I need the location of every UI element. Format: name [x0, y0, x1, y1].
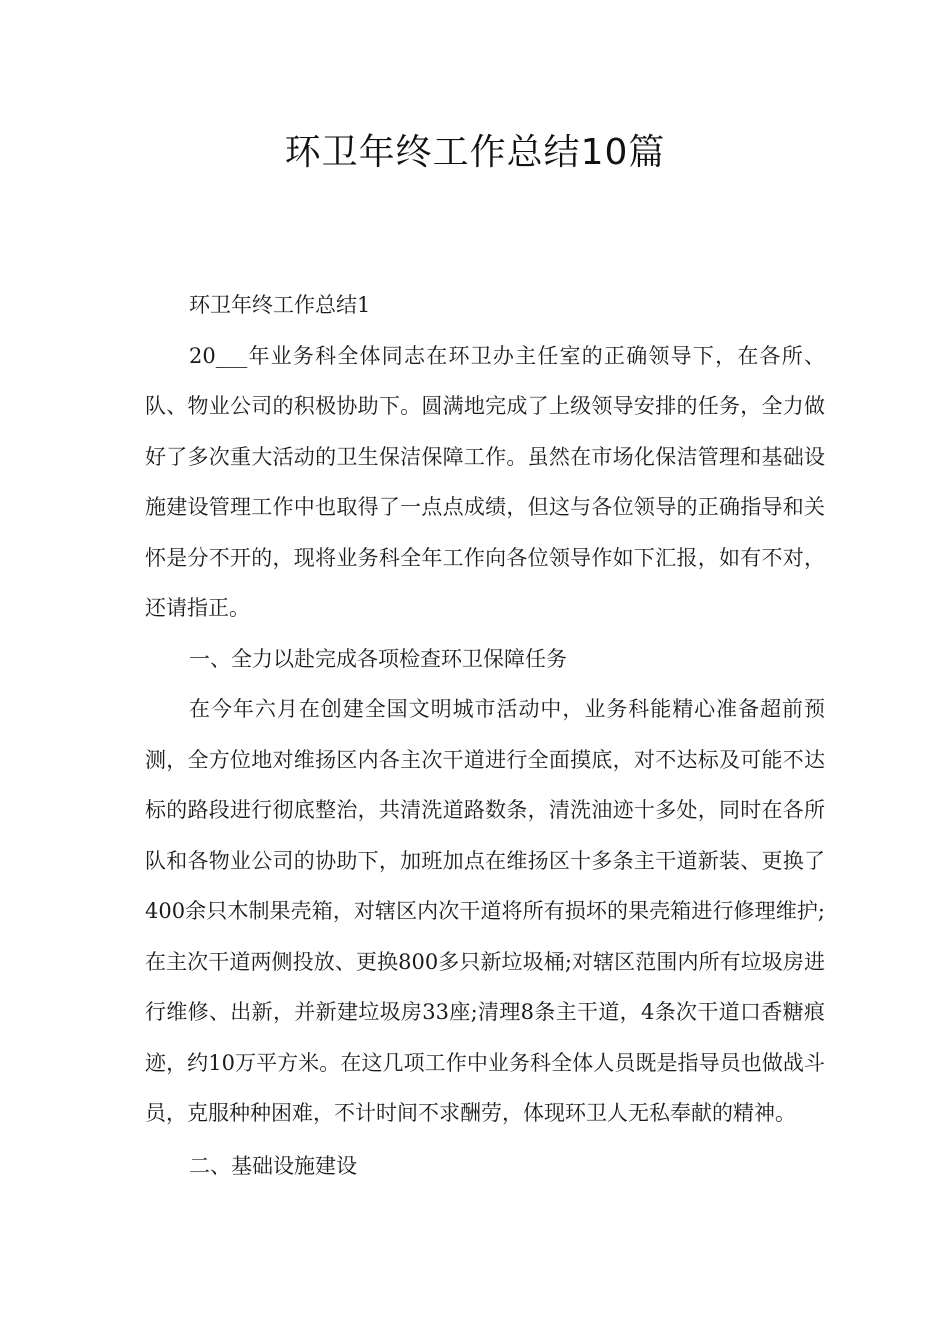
- heading-2: 二、基础设施建设: [189, 1153, 357, 1178]
- intro-paragraph: 20___年业务科全体同志在环卫办主任室的正确领导下，在各所、队、物业公司的积极协助下。圆满地完成了上级领导安排的任务，全力做好了多次重大活动的卫生保洁保障工作。虽然在市场化保洁管理和基础设施建设管理工作中也取得了一点点成绩，但这与各位领导的正确指导和关怀是分不开的，现将业务科全年工作向各位领导作如下汇报，如有不对，还请指正。: [145, 343, 825, 620]
- document-title: 环卫年终工作总结10篇: [284, 132, 666, 173]
- section-title: 环卫年终工作总结1: [189, 293, 371, 317]
- paragraph-1: 在今年六月在创建全国文明城市活动中，业务科能精心准备超前预测，全方位地对维扬区内各主次干道进行全面摸底，对不达标及可能不达标的路段进行彻底整治，共清洗道路数条，清洗油迹十多处，同时在各所队和各物业公司的协助下，加班加点在维扬区十多条主干道新装、更换了400余只木制果壳箱，对辖区内次干道将所有损坏的果壳箱进行修理维护;在主次干道两侧投放、更换800多只新垃圾桶;对辖区范围内所有垃圾房进行维修、出新，并新建垃圾房33座;清理8条主干道，4条次干道口香糖痕迹，约10万平方米。在这几项工作中业务科全体人员既是指导员也做战斗员，克服种种困难，不计时间不求酬劳，体现环卫人无私奉献的精神。: [145, 697, 825, 1125]
- document-body: [145, 280, 825, 1191]
- heading-1: 一、全力以赴完成各项检查环卫保障任务: [189, 646, 567, 671]
